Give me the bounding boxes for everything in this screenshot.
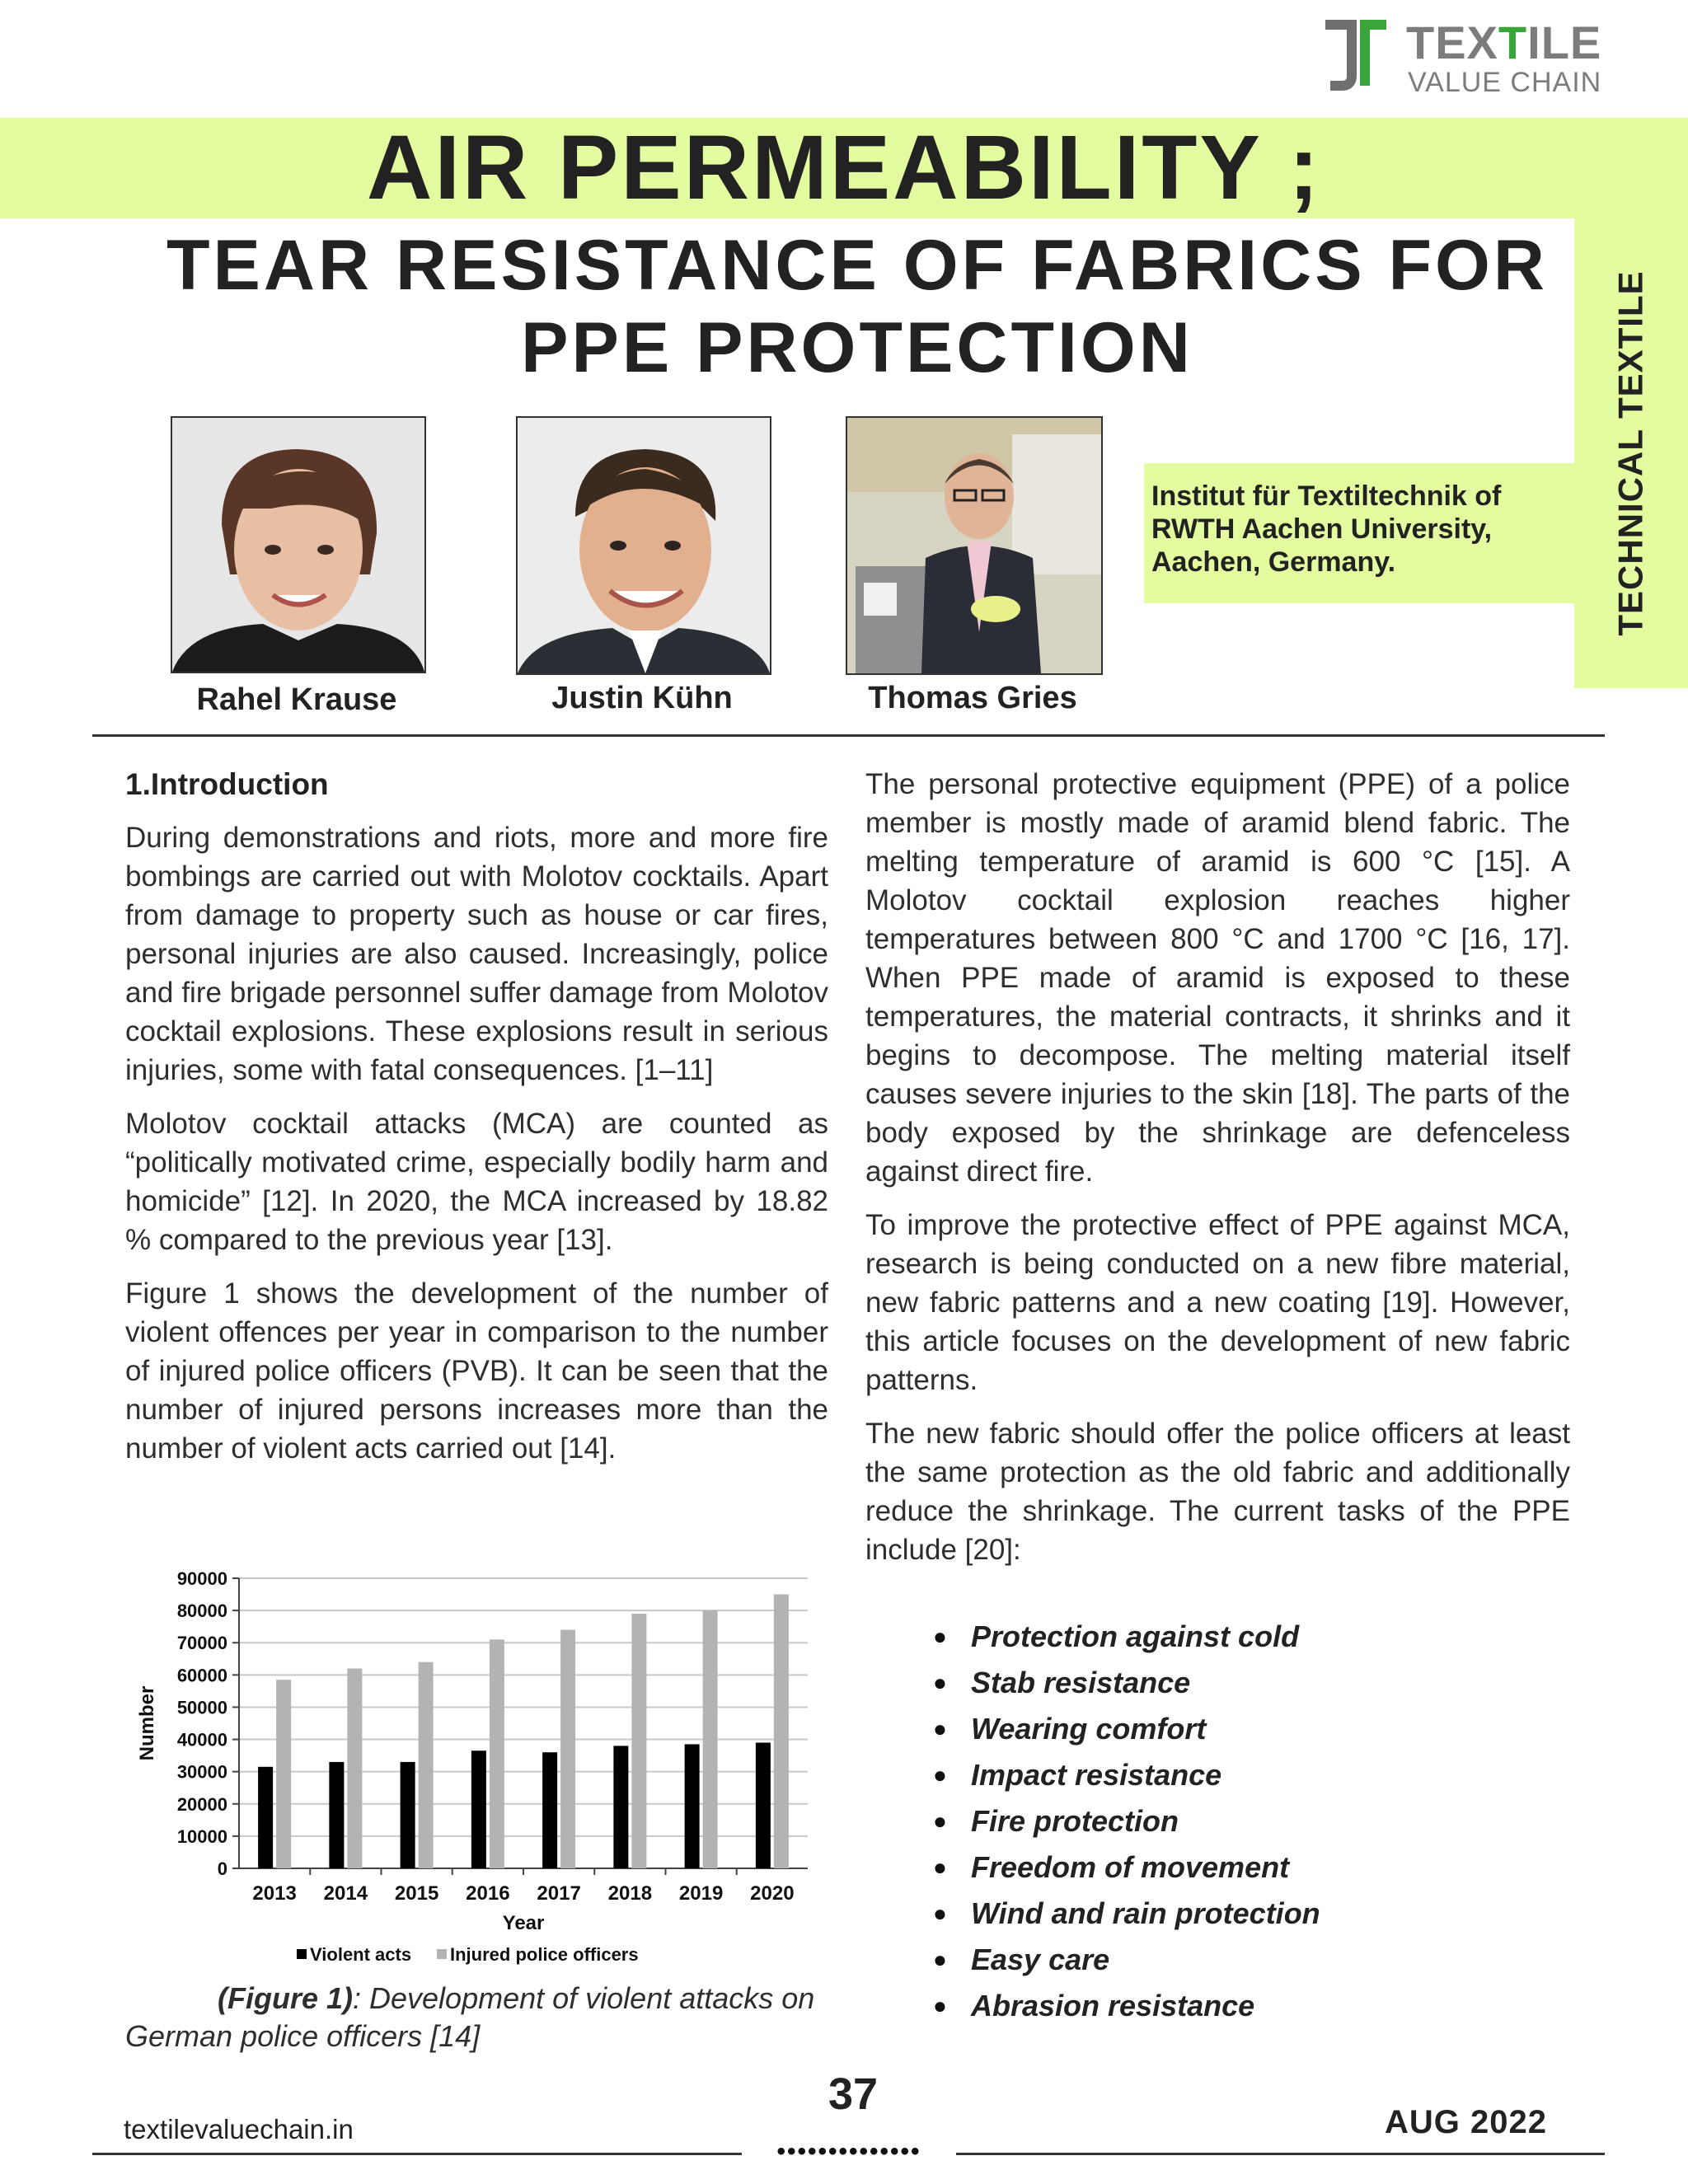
list-item: ● Stab resistance (930, 1660, 1507, 1706)
page-number: 37 (828, 2069, 879, 2119)
y-axis-label: Number (136, 1685, 158, 1761)
author-photo-kuehn (516, 416, 771, 675)
y-tick-label: 60000 (176, 1665, 227, 1686)
footer-issue-date: AUG 2022 (1385, 2104, 1547, 2140)
bar-injured-officers (703, 1610, 718, 1868)
y-tick-label: 10000 (176, 1825, 227, 1847)
right-paragraph-1: The personal protective equipment (PPE) of a police member is mostly made of aramid blend fabric. The melting temperature of aramid is 600 °C [15]. A Molotov cocktail explosion reaches higher temperatures between 800 °C and 1700 °C [16, 17]. When PPE made of aramid is exposed to these temperatures, the material contracts, it shrinks and it begins to decompose. The melting material itself causes severe injuries to the skin [18]. The parts of the body exposed by the shrinkage are defenceless against direct fire. (865, 768, 1570, 1188)
logo-title: TEXTILE (1406, 16, 1602, 68)
legend-label: Violent acts (310, 1944, 412, 1965)
y-tick-label: 70000 (176, 1633, 227, 1654)
bar-violent-acts (329, 1762, 344, 1868)
bar-violent-acts (542, 1752, 557, 1868)
y-tick-label: 0 (217, 1858, 227, 1879)
y-tick-label: 80000 (176, 1601, 227, 1622)
list-item: ● Impact resistance (930, 1752, 1507, 1798)
intro-paragraph-2: Molotov cocktail attacks (MCA) are counted as “politically motivated crime, especially bodily harm and homicide” [12]. In 2020, the MCA increased by 18.82 % compared to the previous year [13]. (125, 1108, 828, 1256)
bar-injured-officers (276, 1680, 291, 1868)
list-item: ● Wearing comfort (930, 1706, 1507, 1752)
bar-violent-acts (258, 1767, 273, 1868)
bar-violent-acts (471, 1750, 486, 1868)
article-title-line1: AIR PERMEABILITY ; (366, 117, 1322, 218)
bar-injured-officers (347, 1669, 362, 1868)
article-title-line2: TEAR RESISTANCE OF FABRICS FOR PPE PROTECTION (166, 226, 1549, 387)
list-item: ● Abrasion resistance (930, 1983, 1507, 2029)
author-name-krause: Rahel Krause (196, 682, 397, 717)
bar-violent-acts (685, 1744, 700, 1868)
bar-injured-officers (774, 1595, 789, 1868)
intro-paragraph-1: During demonstrations and riots, more and more fire bombings are carried out with Molotov cocktails. Apart from damage to property such as house or car fires, personal injuries are also caused. Increasingly, police and fire brigade personnel suffer damage from Molotov cocktail explosions. These explosions result in serious injuries, some with fatal consequences. [1–11] (125, 822, 828, 1086)
bar-injured-officers (631, 1614, 646, 1868)
list-item: ● Easy care (930, 1937, 1507, 1983)
legend-swatch (297, 1949, 307, 1959)
list-item: ● Freedom of movement (930, 1844, 1507, 1891)
list-item: ● Wind and rain protection (930, 1891, 1507, 1937)
figure-caption: (Figure 1): Development of violent attacks on German police officers [14] (125, 1981, 815, 2053)
header-divider (92, 734, 1605, 737)
x-tick-label: 2015 (394, 1882, 439, 1905)
publication-logo (1319, 15, 1615, 97)
x-tick-label: 2016 (466, 1882, 510, 1905)
author-photo-gries (846, 416, 1103, 675)
x-tick-label: 2014 (323, 1882, 368, 1905)
x-tick-label: 2013 (252, 1882, 297, 1905)
logo-mark-icon (1319, 18, 1393, 92)
legend-label: Injured police officers (450, 1944, 639, 1965)
right-paragraph-3: The new fabric should offer the police officers at least the same protection as the old fabric and additionally reduce the shrinkage. The current tasks of the PPE include [20]: (865, 1418, 1570, 1566)
x-axis-label: Year (502, 1912, 545, 1934)
section-heading: 1.Introduction (125, 767, 329, 801)
x-tick-label: 2017 (537, 1882, 581, 1905)
bar-injured-officers (560, 1630, 575, 1868)
bar-injured-officers (419, 1662, 434, 1868)
author-photo-krause (171, 416, 426, 673)
footer-website: textilevaluechain.in (124, 2114, 354, 2144)
intro-paragraph-3: Figure 1 shows the development of the number of violent offences per year in comparison to the number of injured police officers (PVB). It can be seen that the number of injured persons increases more than the number of violent acts carried out [14]. (125, 1277, 828, 1465)
section-tag: TECHNICAL TEXTILE (1611, 270, 1651, 636)
bar-violent-acts (756, 1742, 771, 1868)
list-item: ● Fire protection (930, 1798, 1507, 1844)
y-tick-label: 20000 (176, 1793, 227, 1815)
right-paragraph-2: To improve the protective effect of PPE against MCA, research is being conducted on a new fibre material, new fabric patterns and a new coating [19]. However, this article focuses on the development of new fabric patterns. (865, 1209, 1570, 1396)
bar-injured-officers (490, 1639, 504, 1868)
y-tick-label: 40000 (176, 1729, 227, 1750)
y-tick-label: 90000 (176, 1568, 227, 1589)
bar-violent-acts (401, 1762, 415, 1868)
ppe-task-list (930, 1614, 1507, 2029)
y-tick-label: 30000 (176, 1761, 227, 1783)
left-column (125, 765, 828, 1483)
author-name-gries: Thomas Gries (868, 681, 1077, 715)
footer-dots: •••••••••••••• (742, 2140, 956, 2163)
legend-swatch (437, 1949, 447, 1959)
bar-violent-acts (613, 1746, 628, 1868)
x-tick-label: 2019 (678, 1882, 724, 1905)
author-name-kuehn: Justin Kühn (551, 681, 733, 715)
figure-1-bar-chart (124, 1566, 832, 1978)
right-column (865, 765, 1570, 1584)
x-tick-label: 2018 (607, 1882, 653, 1905)
list-item: ● Protection against cold (930, 1614, 1507, 1660)
x-tick-label: 2020 (750, 1882, 795, 1905)
logo-subtitle: VALUE CHAIN (1408, 67, 1602, 98)
affiliation-text: Institut für Textiltechnik of RWTH Aachen University, Aachen, Germany. (1151, 480, 1502, 578)
y-tick-label: 50000 (176, 1697, 227, 1718)
